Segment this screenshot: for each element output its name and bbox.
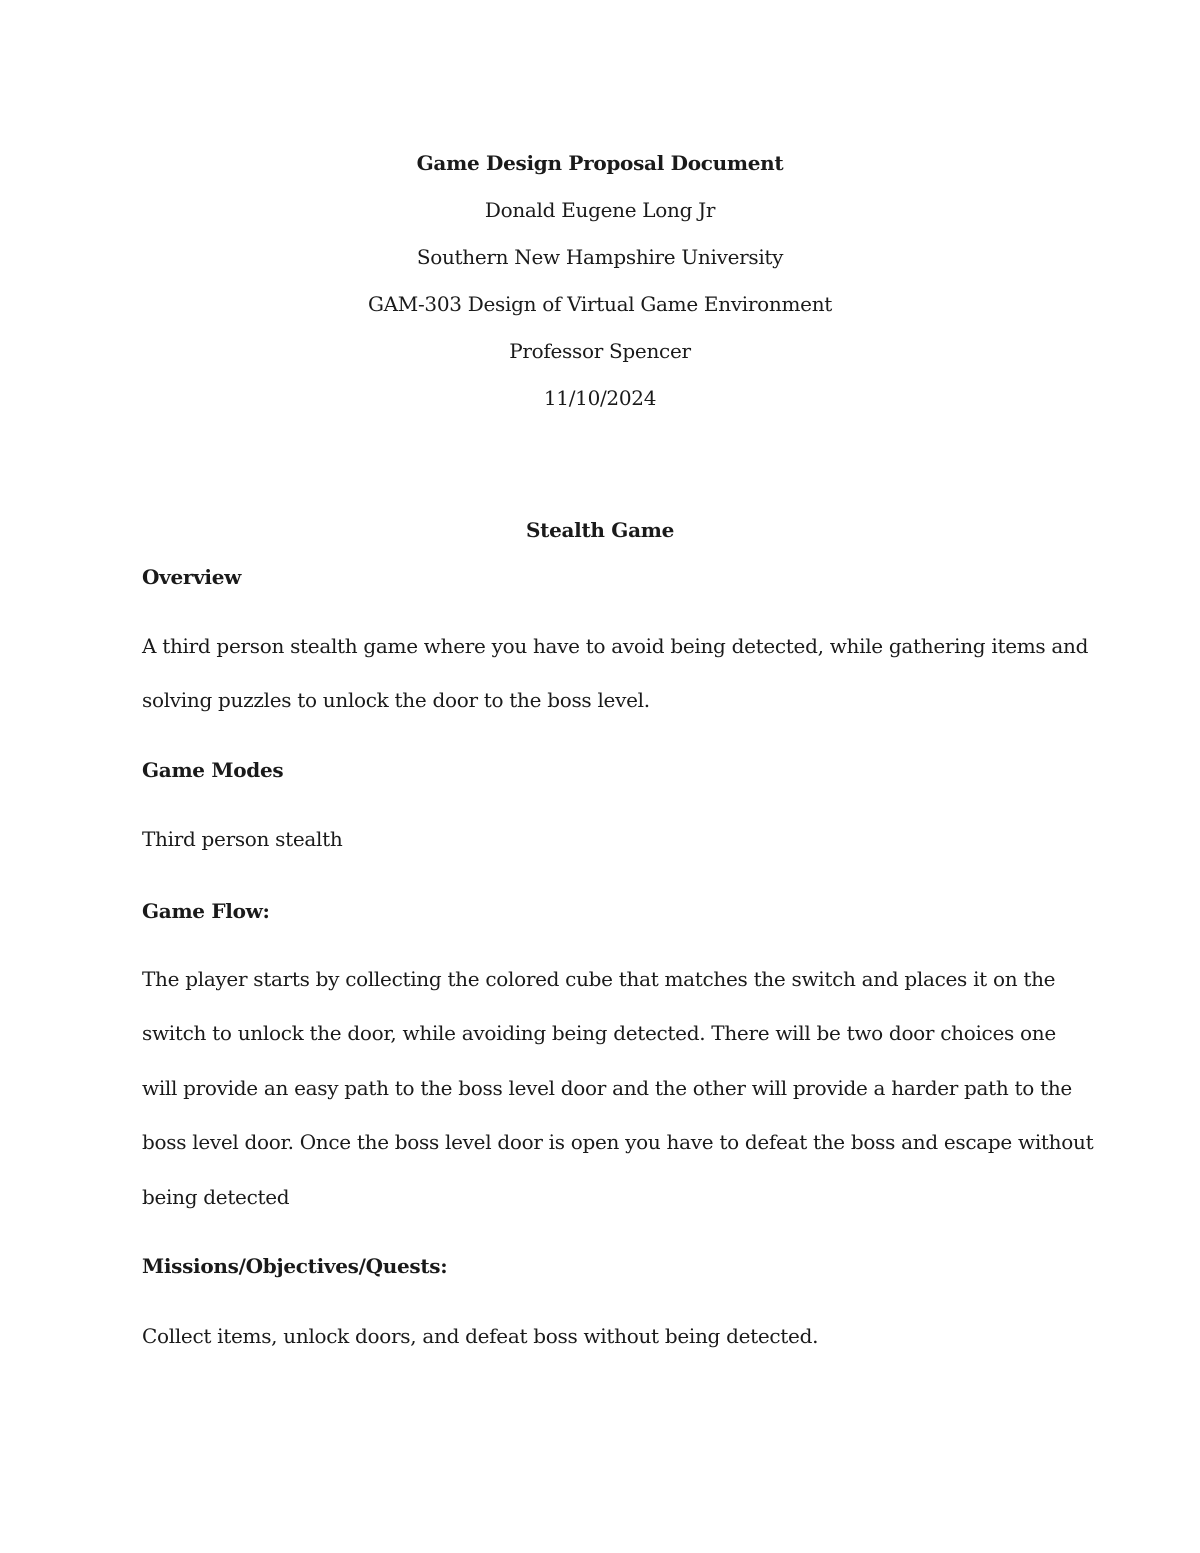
game-flow-paragraph <box>142 965 1094 1237</box>
course-name: GAM-303 Design of Virtual Game Environment <box>367 292 833 316</box>
overview-paragraph <box>142 632 1089 741</box>
institution-name: Southern New Hampshire University <box>416 245 784 269</box>
game-modes-heading: Game Modes <box>142 758 284 782</box>
instructor-name: Professor Spencer <box>509 339 691 363</box>
game-flow-line: being detected <box>142 1184 290 1209</box>
game-flow-line: boss level door. Once the boss level door is open you have to defeat the boss and escape without <box>142 1130 1094 1155</box>
game-modes-text: Third person stealth <box>142 827 343 851</box>
document-title: Game Design Proposal Document <box>416 151 784 175</box>
section-title: Stealth Game <box>525 518 675 542</box>
game-flow-line: will provide an easy path to the boss level door and the other will provide a harder path to the <box>142 1075 1072 1100</box>
overview-line: A third person stealth game where you have to avoid being detected, while gathering items and <box>142 634 1089 658</box>
game-flow-line: The player starts by collecting the colored cube that matches the switch and places it on the <box>142 967 1056 991</box>
missions-text: Collect items, unlock doors, and defeat boss without being detected. <box>142 1324 819 1348</box>
game-flow-heading: Game Flow: <box>142 899 270 923</box>
missions-heading: Missions/Objectives/Quests: <box>142 1254 448 1278</box>
title-block <box>0 140 1200 422</box>
game-flow-line: switch to unlock the door, while avoiding being detected. There will be two door choices one <box>142 1021 1056 1046</box>
document-date: 11/10/2024 <box>543 386 657 410</box>
author-name: Donald Eugene Long Jr <box>484 198 716 222</box>
overview-heading: Overview <box>142 565 242 589</box>
overview-line: solving puzzles to unlock the door to the boss level. <box>142 688 650 713</box>
